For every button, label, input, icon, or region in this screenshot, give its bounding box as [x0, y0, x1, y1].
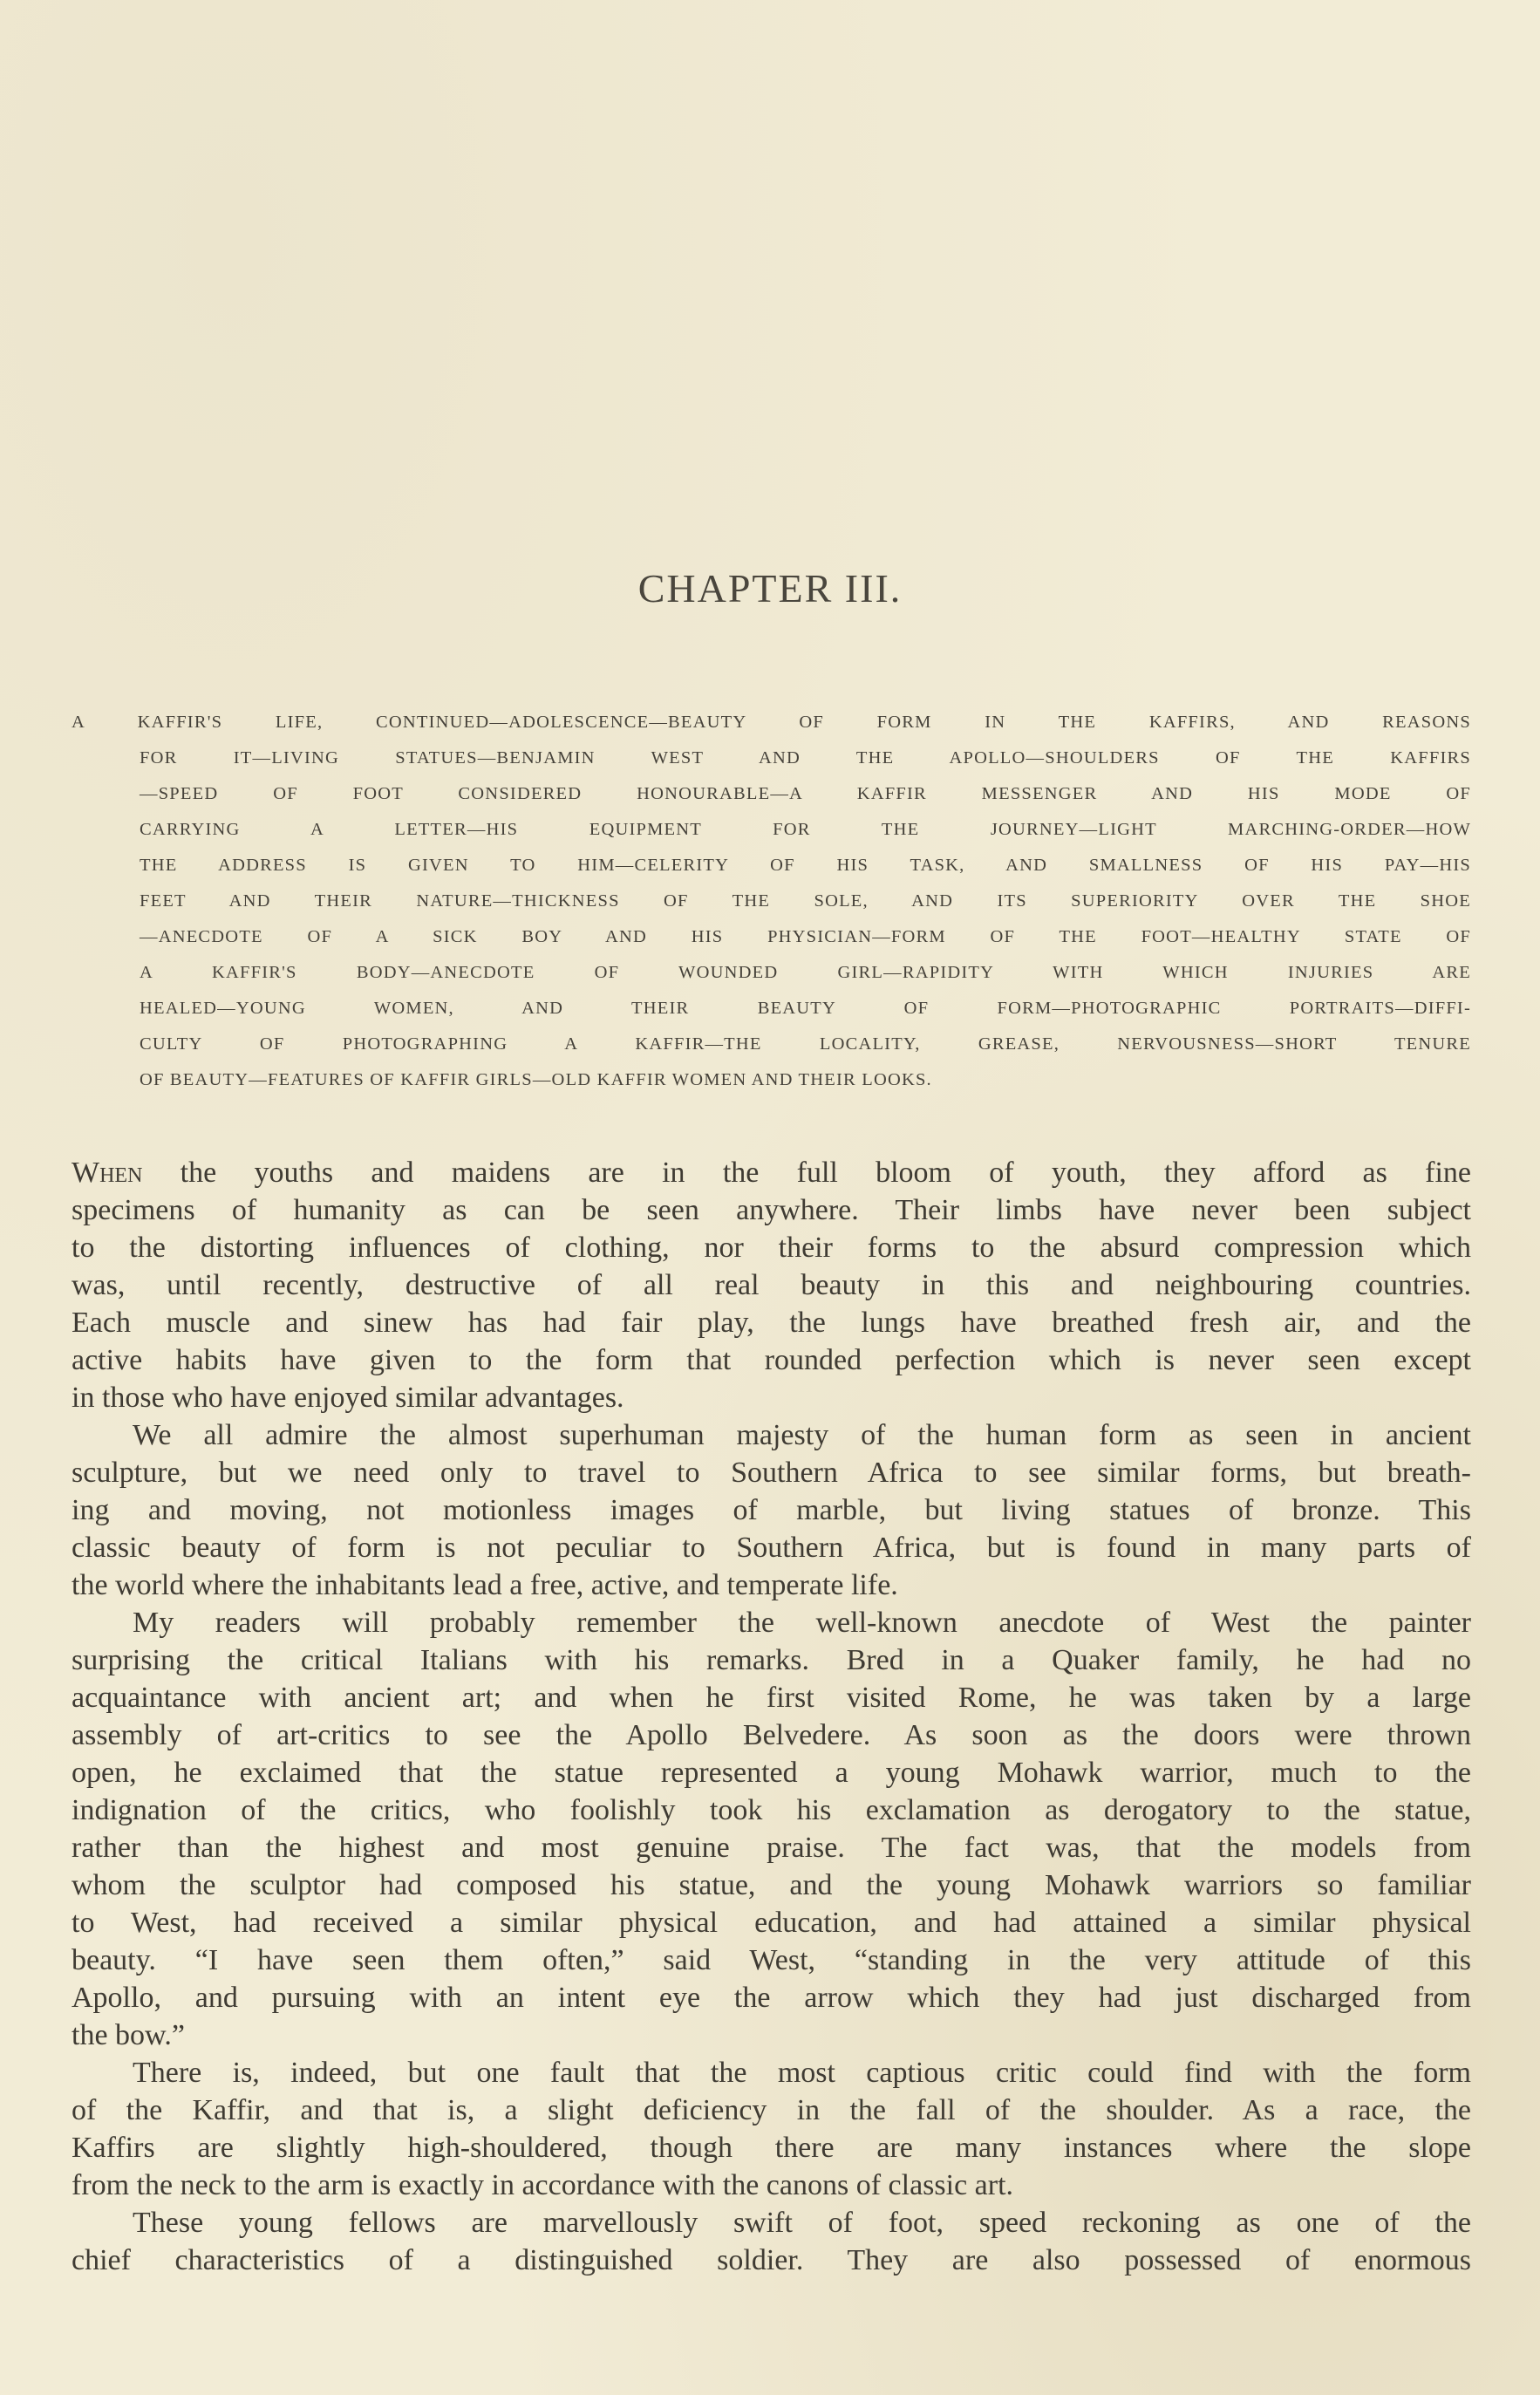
paragraph-line: classic beauty of form is not peculiar to Southern Africa, but is found in many parts of [72, 1532, 1471, 1564]
summary-line: CARRYING A LETTER—HIS EQUIPMENT FOR THE JOURNEY—LIGHT MARCHING-ORDER—HOW [140, 820, 1471, 839]
paragraph-line: the world where the inhabitants lead a free, active, and temperate life. [72, 1569, 898, 1601]
summary-line: OF BEAUTY—FEATURES OF KAFFIR GIRLS—OLD KAFFIR WOMEN AND THEIR LOOKS. [140, 1070, 932, 1089]
paragraph-line: was, until recently, destructive of all real beauty in this and neighbouring countries. [72, 1269, 1471, 1301]
chapter-title: CHAPTER III. [637, 566, 903, 611]
summary-line: CULTY OF PHOTOGRAPHING A KAFFIR—THE LOCALITY, GREASE, NERVOUSNESS—SHORT TENURE [140, 1034, 1471, 1054]
chapter-summary [72, 705, 1471, 1098]
summary-line: A KAFFIR'S LIFE, CONTINUED—ADOLESCENCE—BEAUTY OF FORM IN THE KAFFIRS, AND REASONS [72, 713, 1471, 732]
paragraph-line: assembly of art-critics to see the Apollo Belvedere. As soon as the doors were thrown [72, 1719, 1471, 1751]
summary-line: —SPEED OF FOOT CONSIDERED HONOURABLE—A KAFFIR MESSENGER AND HIS MODE OF [140, 784, 1471, 803]
summary-line: THE ADDRESS IS GIVEN TO HIM—CELERITY OF HIS TASK, AND SMALLNESS OF HIS PAY—HIS [140, 856, 1471, 875]
paragraph-line: of the Kaffir, and that is, a slight deficiency in the fall of the shoulder. As a race, the [72, 2094, 1471, 2126]
paragraph-line: to West, had received a similar physical education, and had attained a similar physical [72, 1907, 1471, 1939]
drop-word: When [72, 1157, 143, 1189]
paragraph-line: ing and moving, not motionless images of marble, but living statues of bronze. This [72, 1494, 1471, 1526]
paragraph-line: chief characteristics of a distinguished soldier. They are also possessed of enormous [72, 2244, 1471, 2276]
paragraph-line: to the distorting influences of clothing, nor their forms to the absurd compression which [72, 1232, 1471, 1264]
paragraph-line: Each muscle and sinew has had fair play, the lungs have breathed fresh air, and the [72, 1307, 1471, 1339]
paragraph-line: the bow.” [72, 2019, 185, 2051]
paragraph-line: My readers will probably remember the well-known anecdote of West the painter [133, 1607, 1471, 1639]
paragraph-line: beauty. “I have seen them often,” said West, “standing in the very attitude of this [72, 1944, 1471, 1976]
paragraph-line: We all admire the almost superhuman majesty of the human form as seen in ancient [133, 1419, 1471, 1451]
paragraph-line: from the neck to the arm is exactly in accordance with the canons of classic art. [72, 2169, 1014, 2201]
summary-line: FOR IT—LIVING STATUES—BENJAMIN WEST AND THE APOLLO—SHOULDERS OF THE KAFFIRS [140, 748, 1471, 768]
body-text [72, 1154, 1471, 2279]
paragraph-line: surprising the critical Italians with his remarks. Bred in a Quaker family, he had no [72, 1644, 1471, 1676]
summary-line: FEET AND THEIR NATURE—THICKNESS OF THE SOLE, AND ITS SUPERIORITY OVER THE SHOE [140, 891, 1471, 911]
summary-line: A KAFFIR'S BODY—ANECDOTE OF WOUNDED GIRL—RAPIDITY WITH WHICH INJURIES ARE [140, 963, 1471, 982]
paragraph-line: in those who have enjoyed similar advantages. [72, 1382, 624, 1414]
paragraph-line: Apollo, and pursuing with an intent eye the arrow which they had just discharged from [72, 1982, 1471, 2014]
paragraph-line: open, he exclaimed that the statue represented a young Mohawk warrior, much to the [72, 1757, 1471, 1789]
paragraph-line: specimens of humanity as can be seen anywhere. Their limbs have never been subject [72, 1194, 1471, 1226]
paragraph-line: rather than the highest and most genuine praise. The fact was, that the models from [72, 1832, 1471, 1864]
paragraph-line: These young fellows are marvellously swift of foot, speed reckoning as one of the [133, 2207, 1471, 2239]
summary-line: HEALED—YOUNG WOMEN, AND THEIR BEAUTY OF FORM—PHOTOGRAPHIC PORTRAITS—DIFFI- [140, 999, 1471, 1018]
paragraph-line: There is, indeed, but one fault that the most captious critic could find with the form [133, 2057, 1471, 2089]
paragraph-line: indignation of the critics, who foolishly took his exclamation as derogatory to the statue, [72, 1794, 1471, 1826]
paragraph-line: whom the sculptor had composed his statue, and the young Mohawk warriors so familiar [72, 1869, 1471, 1901]
paragraph-line: acquaintance with ancient art; and when he first visited Rome, he was taken by a large [72, 1682, 1471, 1714]
paragraph-line: sculpture, but we need only to travel to Southern Africa to see similar forms, but breath- [72, 1457, 1471, 1489]
summary-line: —ANECDOTE OF A SICK BOY AND HIS PHYSICIAN—FORM OF THE FOOT—HEALTHY STATE OF [140, 927, 1471, 946]
line-text: the youths and maidens are in the full bloom of youth, they afford as fine [142, 1157, 1471, 1189]
paragraph-line: active habits have given to the form that rounded perfection which is never seen except [72, 1344, 1471, 1376]
paragraph-line: Kaffirs are slightly high-shouldered, though there are many instances where the slope [72, 2132, 1471, 2164]
paragraph-line [72, 1154, 1471, 1191]
